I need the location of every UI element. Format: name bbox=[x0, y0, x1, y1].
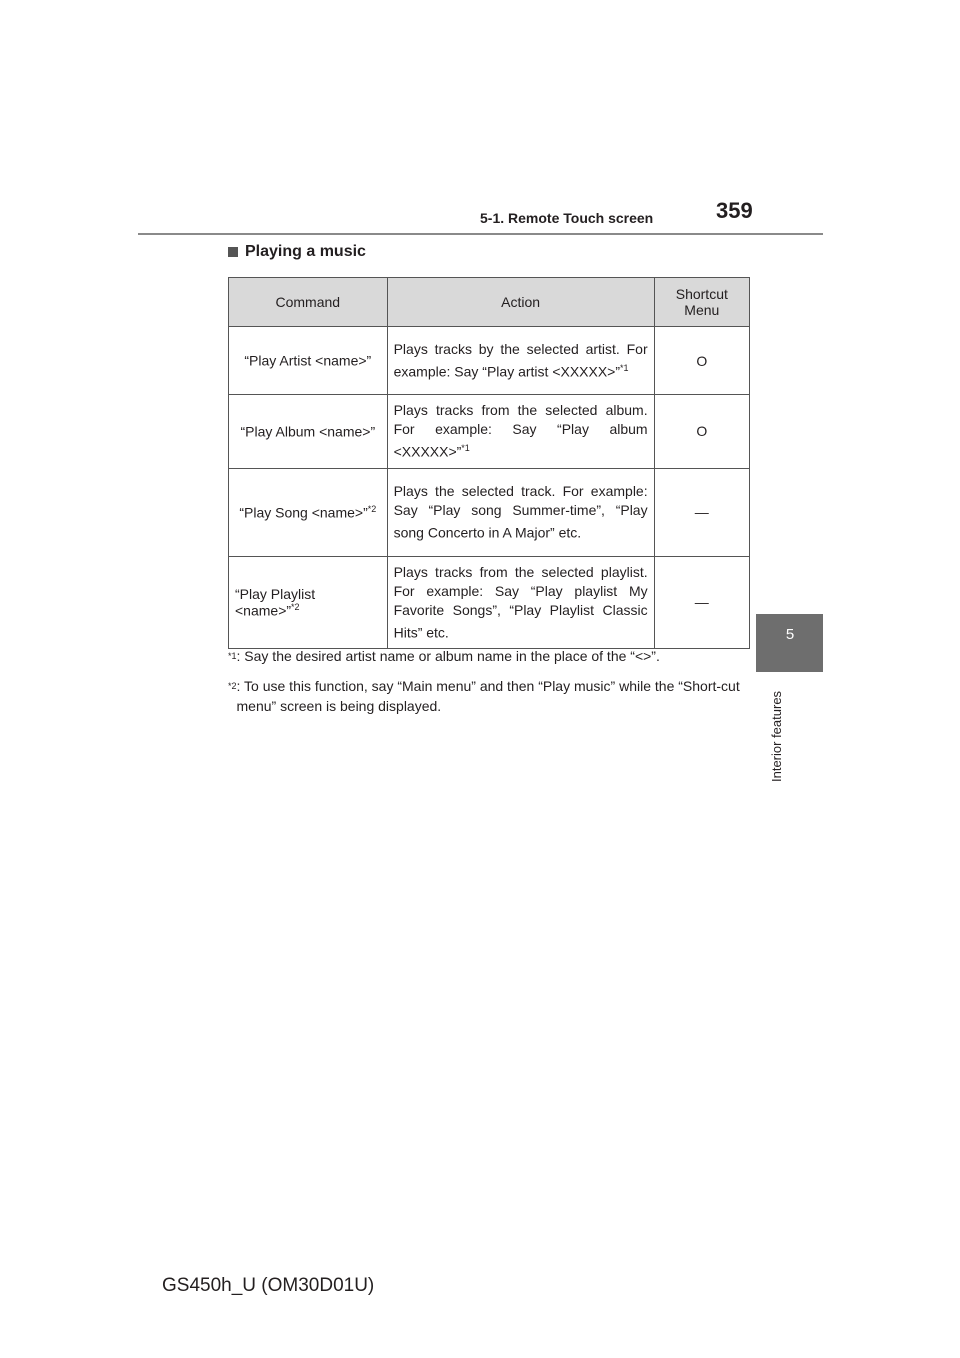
chapter-tab bbox=[756, 614, 823, 672]
command-text: “Play Song <name>” bbox=[239, 504, 368, 521]
table-row bbox=[229, 327, 750, 395]
command-footnote-mark: *2 bbox=[291, 602, 300, 613]
action-text: Plays tracks from the selected album. For example: Say “Play album <XXXXX>” bbox=[393, 402, 648, 460]
shortcut-cell: O bbox=[654, 395, 749, 469]
running-header: 5-1. Remote Touch screen bbox=[480, 210, 654, 226]
footnotes bbox=[228, 646, 752, 722]
footer-model-code: GS450h_U (OM30D01U) bbox=[162, 1275, 375, 1296]
command-cell bbox=[229, 395, 388, 469]
command-cell bbox=[229, 556, 388, 649]
table-header-row bbox=[229, 278, 750, 327]
shortcut-cell: — bbox=[654, 556, 749, 649]
table-row bbox=[229, 395, 750, 469]
page-number: 359 bbox=[716, 198, 753, 223]
footnote-text: : Say the desired artist name or album name in the place of the “<>”. bbox=[236, 648, 660, 664]
header-command: Command bbox=[229, 278, 388, 327]
command-footnote-mark: *2 bbox=[367, 503, 377, 514]
music-commands-table bbox=[228, 277, 750, 649]
footnote bbox=[228, 676, 752, 716]
header-action: Action bbox=[387, 278, 654, 327]
action-text: Plays tracks by the selected artist. For example: Say “Play artist <XXXXX>” bbox=[393, 340, 648, 380]
footnote bbox=[228, 646, 752, 670]
chapter-side-label bbox=[769, 682, 789, 792]
action-cell bbox=[387, 468, 654, 556]
footnote-mark: *2 bbox=[228, 680, 237, 691]
shortcut-cell: O bbox=[654, 327, 749, 395]
action-cell bbox=[387, 395, 654, 469]
command-text: “Play Album <name>” bbox=[240, 423, 376, 440]
action-footnote-mark: *1 bbox=[461, 443, 470, 453]
table-row bbox=[229, 556, 750, 649]
footnote-text: : To use this function, say “Main menu” and then “Play music” while the “Short-cut menu” screen is being displayed. bbox=[236, 677, 740, 714]
header-divider bbox=[138, 233, 823, 235]
action-text: Plays the selected track. For example: Say “Play song Summer-time”, “Play song Concerto in A Major” etc. bbox=[393, 482, 648, 541]
command-cell bbox=[229, 327, 388, 395]
action-footnote-mark: *1 bbox=[620, 362, 629, 373]
action-text: Plays tracks from the selected playlist. For example: Say “Play playlist My Favorite Songs”, “Play Playlist Classic Hits” etc. bbox=[393, 563, 648, 641]
section-heading-text: Playing a music bbox=[245, 243, 366, 260]
command-text: “Play Playlist <name>” bbox=[235, 586, 316, 619]
command-cell bbox=[229, 468, 388, 556]
footnote-mark: *1 bbox=[228, 651, 237, 661]
square-bullet-icon bbox=[228, 247, 238, 257]
table-row bbox=[229, 468, 750, 556]
chapter-side-label-text: Interior features bbox=[769, 690, 784, 782]
action-cell bbox=[387, 327, 654, 395]
shortcut-cell: — bbox=[654, 468, 749, 556]
command-text: “Play Artist <name>” bbox=[244, 352, 372, 369]
header-shortcut-menu: Shortcut Menu bbox=[654, 278, 749, 327]
action-cell bbox=[387, 556, 654, 649]
chapter-tab-number: 5 bbox=[785, 626, 795, 643]
section-heading bbox=[228, 243, 366, 261]
